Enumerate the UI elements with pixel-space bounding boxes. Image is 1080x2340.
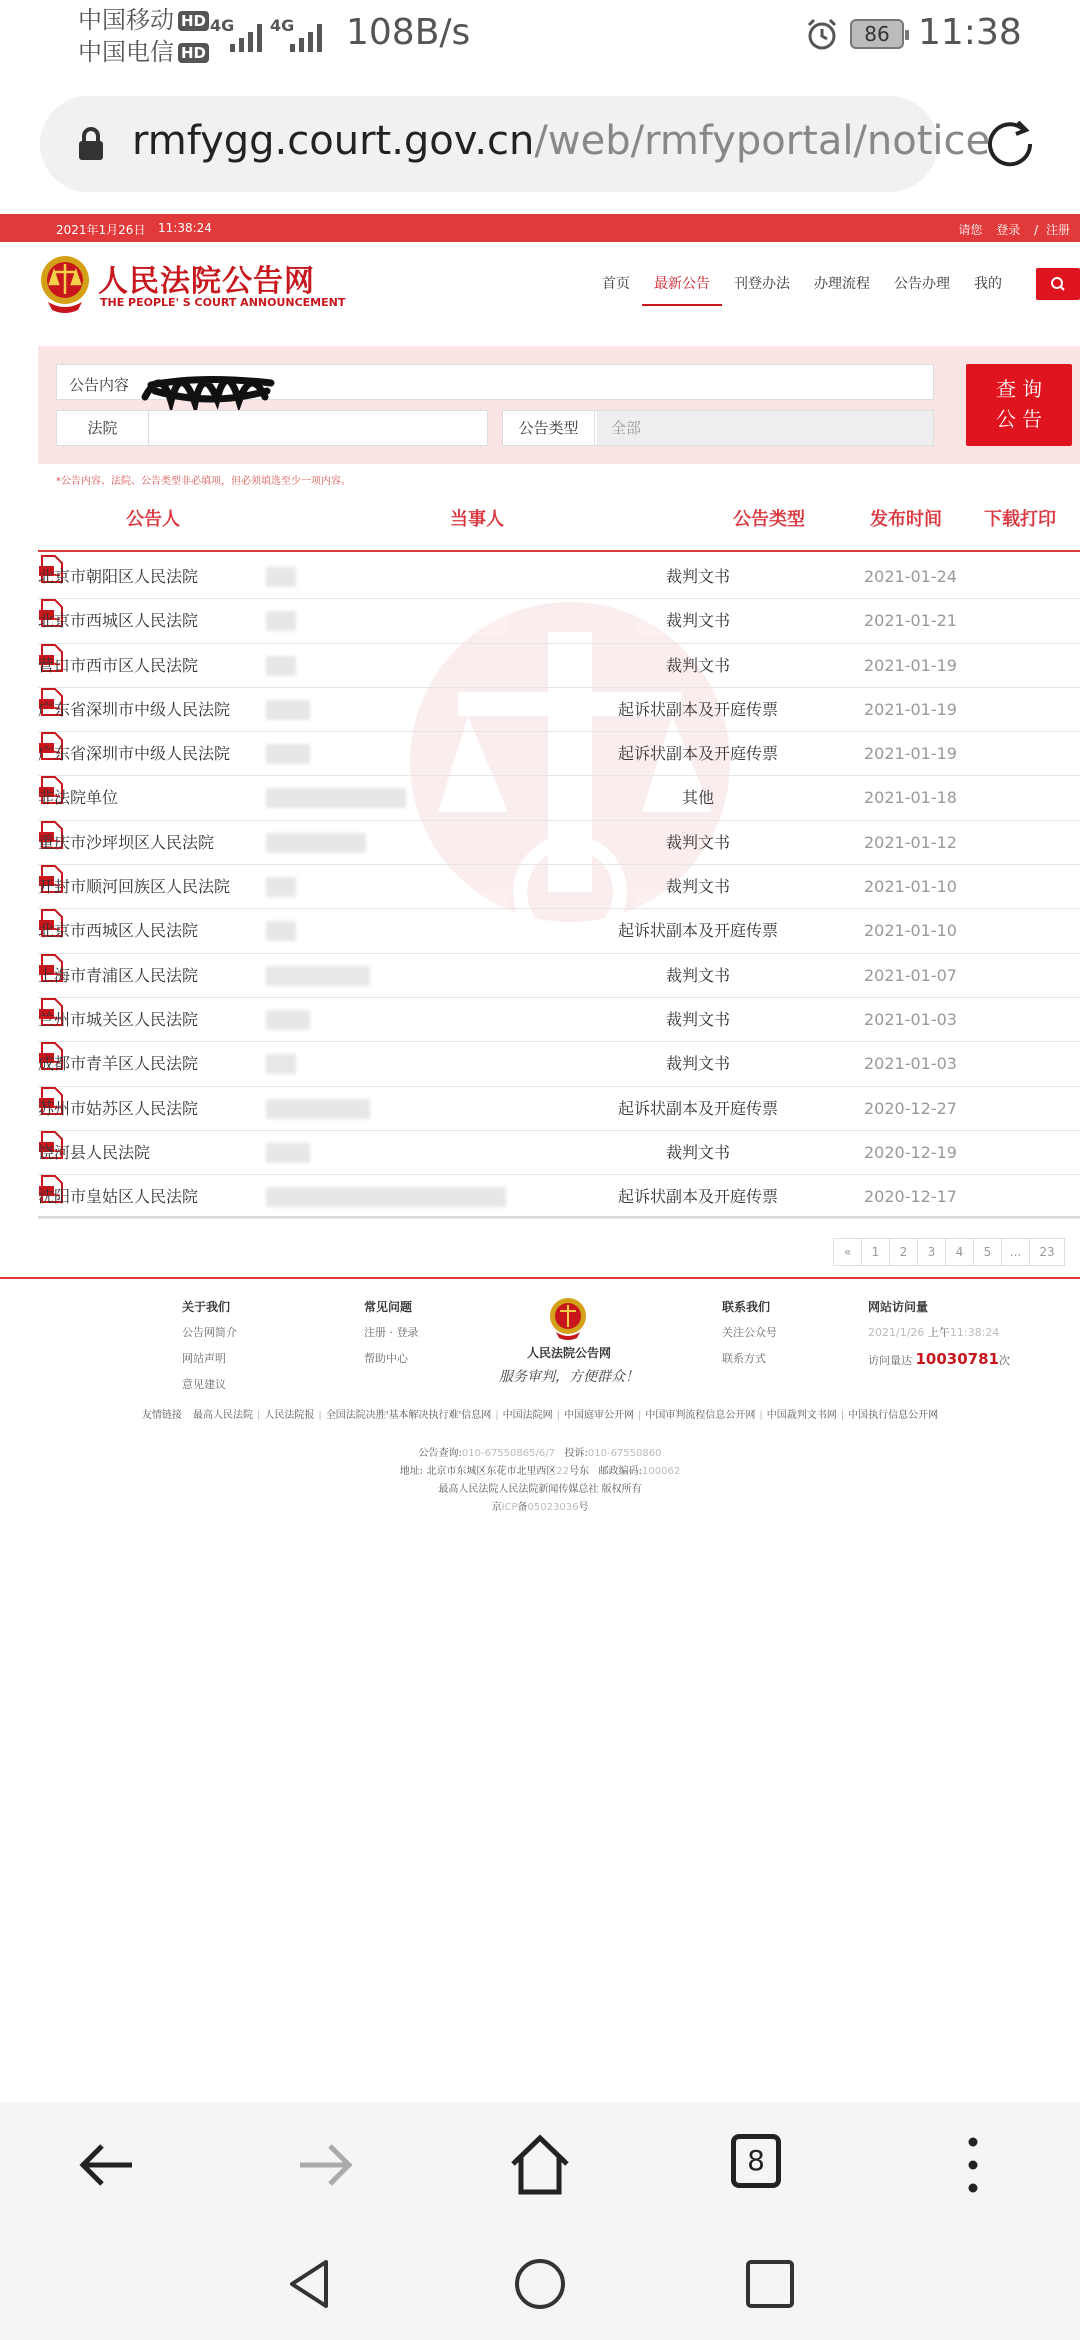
reload-icon[interactable]: [978, 112, 1042, 176]
row-announcer: 苏州市姑苏区人民法院: [38, 1098, 199, 1118]
page-5[interactable]: 5: [973, 1238, 1002, 1266]
results-table-header: [38, 506, 1080, 552]
footer-address-line: 地址: 北京市东城区东花市北里西区22号东 邮政编码:100062: [399, 1466, 681, 1477]
footer-link-register-login[interactable]: 注册 · 登录: [364, 1326, 419, 1339]
link-separator: |: [840, 1410, 845, 1421]
nav-publish-method[interactable]: 刊登办法: [734, 276, 790, 292]
row-notice-type: 裁判文书: [665, 611, 730, 631]
table-row[interactable]: [38, 954, 1080, 998]
site-date: 2021年1月26日: [56, 223, 146, 237]
row-publish-date: 2020-12-19: [864, 1142, 957, 1162]
row-publish-date: 2021-01-21: [864, 611, 957, 631]
footer-icp: 京ICP备05023036号: [491, 1502, 589, 1513]
row-announcer: 非法院单位: [38, 788, 119, 808]
site-logo-subtitle: THE PEOPLE' S COURT ANNOUNCEMENT: [100, 296, 346, 309]
nav-home[interactable]: 首页: [602, 276, 630, 292]
row-announcer: 开封市顺河回族区人民法院: [38, 877, 231, 897]
footer-contact-title: 联系我们: [722, 1300, 771, 1314]
footer-divider: [0, 1277, 1080, 1279]
row-notice-type: 裁判文书: [665, 877, 730, 897]
table-row[interactable]: [38, 998, 1080, 1042]
row-announcer: 北京市西城区人民法院: [38, 611, 199, 631]
notice-type-select[interactable]: [502, 410, 934, 446]
signal-bars-2-icon: [290, 18, 322, 52]
friend-link[interactable]: 最高人民法院: [193, 1410, 254, 1421]
row-publish-date: 2021-01-24: [864, 567, 957, 586]
search-icon: [1036, 268, 1080, 300]
row-notice-type: 起诉状副本及开庭传票: [617, 699, 778, 719]
row-publish-date: 2021-01-19: [864, 744, 957, 764]
pagination: [834, 1238, 1065, 1266]
page-4[interactable]: 4: [945, 1238, 974, 1266]
row-publish-date: 2020-12-17: [864, 1187, 957, 1207]
link-separator: |: [556, 1410, 561, 1421]
page-1[interactable]: 1: [861, 1238, 890, 1266]
row-parties-redacted: [266, 877, 296, 897]
footer-link-wechat[interactable]: 关注公众号: [722, 1326, 777, 1339]
greeting-text: 请您: [958, 223, 983, 237]
footer-faq-title: 常见问题: [364, 1300, 413, 1314]
table-row[interactable]: [38, 1042, 1080, 1086]
footer-slogan: 服务审判，方便群众！: [499, 1369, 639, 1385]
row-parties-redacted: [266, 1099, 370, 1119]
notice-content-input[interactable]: [56, 364, 934, 400]
row-notice-type: 起诉状副本及开庭传票: [617, 1098, 778, 1118]
row-announcer: 成都市青羊区人民法院: [38, 1054, 199, 1074]
home-icon[interactable]: [505, 2130, 575, 2200]
footer-about-title: 关于我们: [182, 1300, 231, 1314]
friend-link[interactable]: 中国庭审公开网: [564, 1410, 635, 1421]
footer-visits-date: 2021/1/26 上午11:38:24: [868, 1326, 1000, 1339]
row-parties-redacted: [266, 833, 366, 853]
row-notice-type: 起诉状副本及开庭传票: [617, 1187, 778, 1207]
alarm-icon: [804, 16, 840, 52]
url-text: rmfygg.court.gov.cn/web/rmfyportal/notice: [132, 118, 991, 164]
footer-link-statement[interactable]: 网站声明: [182, 1352, 226, 1365]
row-notice-type: 其他: [681, 788, 714, 808]
link-separator: /: [1034, 223, 1039, 237]
clock: 11:38: [918, 12, 1022, 53]
page-3[interactable]: 3: [917, 1238, 946, 1266]
row-parties-redacted: [266, 1010, 310, 1030]
query-button-line1: 查 询: [995, 377, 1043, 401]
row-parties-redacted: [266, 1143, 310, 1163]
table-row[interactable]: [38, 1131, 1080, 1175]
browser-bottom-bar: [0, 2102, 1080, 2226]
row-publish-date: 2021-01-12: [864, 832, 957, 852]
row-publish-date: 2021-01-10: [864, 877, 957, 897]
footer-link-contact[interactable]: 联系方式: [722, 1352, 766, 1365]
redaction-scribble: [141, 357, 281, 413]
page-ellipsis: ...: [1001, 1238, 1030, 1266]
tab-switcher-button[interactable]: 8: [731, 2134, 781, 2188]
footer-site-name: 人民法院公告网: [526, 1346, 611, 1360]
friend-link[interactable]: 中国法院网: [502, 1410, 553, 1421]
row-announcer: 兰州市城关区人民法院: [38, 1009, 199, 1029]
friend-link[interactable]: 中国执行信息公开网: [848, 1410, 939, 1421]
row-announcer: 北京市朝阳区人民法院: [38, 567, 199, 586]
row-announcer: 广东省深圳市中级人民法院: [38, 744, 231, 764]
login-link[interactable]: 登录: [996, 223, 1021, 237]
link-separator: |: [257, 1410, 261, 1421]
table-row[interactable]: [38, 776, 1080, 820]
table-bottom-border: [38, 1216, 1080, 1218]
row-parties-redacted: [266, 700, 310, 720]
table-row[interactable]: [38, 555, 1080, 599]
network-type-1: 4G: [210, 16, 235, 35]
col-download-print: 下载打印: [984, 509, 1056, 530]
footer-emblem-icon: [548, 1294, 588, 1342]
row-parties-redacted: [266, 1187, 506, 1207]
table-row[interactable]: [38, 732, 1080, 776]
table-row[interactable]: [38, 821, 1080, 865]
link-separator: |: [495, 1410, 499, 1421]
row-notice-type: 裁判文书: [665, 1142, 730, 1162]
row-notice-type: 裁判文书: [665, 1009, 730, 1029]
row-announcer: 营口市西市区人民法院: [38, 655, 199, 675]
footer-visits-title: 网站访问量: [868, 1300, 929, 1314]
row-notice-type: 起诉状副本及开庭传票: [617, 744, 778, 764]
address-bar[interactable]: [40, 96, 991, 192]
friend-links-label: 友情链接: [141, 1410, 182, 1421]
site-time: 11:38:24: [158, 221, 212, 235]
system-home-icon[interactable]: [512, 2256, 568, 2312]
row-parties-redacted: [266, 921, 296, 941]
col-publish-date: 发布时间: [870, 509, 942, 530]
row-announcer: 上海市青浦区人民法院: [38, 965, 199, 985]
row-notice-type: 裁判文书: [665, 1054, 730, 1074]
row-publish-date: 2021-01-18: [864, 788, 957, 808]
row-publish-date: 2021-01-19: [864, 655, 957, 675]
nav-latest-notices[interactable]: 最新公告: [642, 272, 722, 296]
footer-visit-count: 访问量达 10030781次: [868, 1350, 1010, 1368]
table-row[interactable]: [38, 1087, 1080, 1131]
friend-links: [0, 1406, 1080, 1421]
row-notice-type: 裁判文书: [665, 655, 730, 675]
row-notice-type: 裁判文书: [665, 965, 730, 985]
nav-notice-handling[interactable]: 公告办理: [894, 276, 950, 292]
row-publish-date: 2021-01-19: [864, 699, 957, 719]
court-emblem-icon[interactable]: [38, 250, 92, 316]
court-label: 法院: [57, 411, 149, 445]
row-publish-date: 2020-12-27: [864, 1098, 957, 1118]
footer-faq: [364, 1294, 419, 1372]
network-speed: 108B/s: [346, 12, 471, 53]
court-input[interactable]: [56, 410, 488, 446]
col-announcer: 公告人: [126, 509, 180, 530]
battery-icon: 86: [850, 19, 904, 49]
row-parties-redacted: [266, 966, 370, 986]
footer-contact: [722, 1294, 777, 1372]
friend-link[interactable]: 中国审判流程信息公开网: [645, 1410, 756, 1421]
row-notice-type: 起诉状副本及开庭传票: [617, 921, 778, 941]
site-logo-title[interactable]: 人民法院公告网: [98, 264, 315, 299]
row-parties-redacted: [266, 788, 406, 808]
status-bar: [0, 0, 1080, 72]
account-links: [958, 221, 1080, 238]
row-parties-redacted: [266, 567, 296, 587]
row-parties-redacted: [266, 744, 310, 764]
row-notice-type: 裁判文书: [665, 567, 730, 586]
nav-mine[interactable]: 我的: [974, 276, 1002, 292]
browser-toolbar: [0, 72, 1080, 212]
lock-icon: [76, 126, 106, 162]
col-parties: 当事人: [450, 509, 504, 530]
notice-type-value: 全部: [597, 411, 933, 445]
footer-about: [182, 1294, 237, 1398]
query-button-line2: 公 告: [995, 407, 1043, 431]
page-prev[interactable]: «: [833, 1238, 862, 1266]
main-nav: [590, 272, 1014, 296]
notice-content-label: 公告内容: [69, 376, 130, 394]
system-recents-icon[interactable]: [742, 2256, 798, 2312]
system-back-icon[interactable]: [282, 2256, 338, 2312]
footer-link-feedback[interactable]: 意见建议: [182, 1378, 226, 1391]
friend-link[interactable]: 人民法院报: [264, 1410, 315, 1421]
search-panel: [38, 346, 1080, 464]
carrier-1: 中国移动 HD: [78, 6, 209, 34]
network-type-2: 4G: [270, 16, 295, 35]
back-arrow-icon[interactable]: [72, 2130, 142, 2200]
row-notice-type: 裁判文书: [665, 832, 730, 852]
row-announcer: 重庆市沙坪坝区人民法院: [38, 832, 215, 852]
row-parties-redacted: [266, 1054, 296, 1074]
page-23[interactable]: 23: [1029, 1238, 1065, 1266]
query-notice-button[interactable]: [966, 364, 1072, 446]
search-hint: *公告内容、法院、公告类型非必填项，但必须填选至少一项内容。: [56, 476, 351, 487]
results-table-body: [38, 555, 1080, 1219]
link-separator: |: [318, 1410, 322, 1421]
table-row[interactable]: [38, 909, 1080, 953]
system-nav-bar: [0, 2226, 1080, 2340]
site-header: [0, 242, 1080, 330]
header-search-button[interactable]: [1036, 268, 1080, 300]
row-announcer: 沈阳市皇姑区人民法院: [38, 1187, 199, 1207]
friend-link[interactable]: 中国裁判文书网: [766, 1410, 837, 1421]
row-parties-redacted: [266, 611, 296, 631]
row-announcer: 广东省深圳市中级人民法院: [38, 699, 231, 719]
notice-type-label: 公告类型: [503, 411, 595, 445]
footer-phone-line: 公告查询:010-67550865/6/7 投诉:010-67550860: [418, 1448, 662, 1459]
more-menu-icon[interactable]: [938, 2130, 1008, 2200]
signal-bars-1-icon: [230, 18, 262, 52]
row-publish-date: 2021-01-03: [864, 1009, 957, 1029]
row-parties-redacted: [266, 656, 296, 676]
table-row[interactable]: [38, 1175, 1080, 1219]
table-row[interactable]: [38, 688, 1080, 732]
nav-process[interactable]: 办理流程: [814, 276, 870, 292]
row-publish-date: 2021-01-03: [864, 1054, 957, 1074]
site-top-strip: [0, 214, 1080, 242]
footer-visits: [868, 1294, 1010, 1374]
footer-copyright: 最高人民法院人民法院新闻传媒总社 版权所有: [438, 1484, 642, 1495]
register-link[interactable]: 注册: [1045, 223, 1070, 237]
carrier-2: 中国电信 HD: [78, 38, 209, 66]
table-row[interactable]: [38, 644, 1080, 688]
page-2[interactable]: 2: [889, 1238, 918, 1266]
footer-link-intro[interactable]: 公告网简介: [182, 1326, 237, 1339]
table-row[interactable]: [38, 599, 1080, 643]
row-publish-date: 2021-01-10: [864, 921, 957, 941]
link-separator: |: [638, 1410, 642, 1421]
forward-arrow-icon[interactable]: [290, 2130, 360, 2200]
link-separator: |: [759, 1410, 763, 1421]
friend-link[interactable]: 全国法院决胜'基本解决执行难'信息网: [325, 1410, 492, 1421]
footer-link-help[interactable]: 帮助中心: [364, 1352, 408, 1365]
row-announcer: 北京市西城区人民法院: [38, 921, 199, 941]
row-announcer: 饶河县人民法院: [38, 1142, 151, 1162]
table-row[interactable]: [38, 865, 1080, 909]
col-notice-type: 公告类型: [733, 509, 805, 530]
row-publish-date: 2021-01-07: [864, 965, 957, 985]
